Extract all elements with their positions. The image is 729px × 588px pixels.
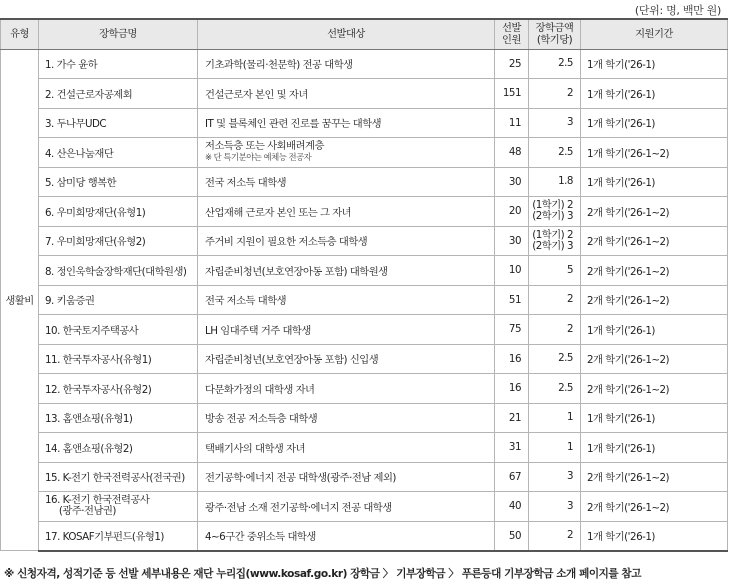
- recipient-count: 30: [495, 226, 529, 256]
- recipient-count: 151: [495, 79, 529, 109]
- footer-note: ※ 신청자격, 성적기준 등 선발 세부내용은 재단 누리집(www.kosaf.go.kr) 장학금 〉 기부장학금 〉 푸른등대 기부장학금 소개 페이지를 참고: [4, 568, 642, 580]
- scholarship-name: 9. 키움증권: [39, 285, 198, 315]
- recipient-count: 20: [495, 197, 529, 227]
- scholarship-name: 1. 가수 윤하: [39, 49, 198, 79]
- support-period: 1개 학기('26-1): [581, 315, 728, 345]
- support-period: 1개 학기('26-1): [581, 433, 728, 463]
- recipient-count: 10: [495, 256, 529, 286]
- scholarship-amount: 3: [529, 492, 581, 522]
- table-row: [1, 167, 728, 197]
- header-count-line2: 인원: [502, 34, 521, 47]
- support-period: 2개 학기('26-1~2): [581, 344, 728, 374]
- table-row: [1, 256, 728, 286]
- selection-target: 전기공학·에너지 전공 대학생(광주·전남 제외): [198, 462, 495, 492]
- recipient-count: 31: [495, 433, 529, 463]
- support-period: 2개 학기('26-1~2): [581, 374, 728, 404]
- scholarship-name: 11. 한국투자공사(유형1): [39, 344, 198, 374]
- scholarship-name: 5. 삼미당 행복한: [39, 167, 198, 197]
- table-row: [1, 315, 728, 345]
- selection-target-main: 저소득층 또는 사회배려계층: [205, 140, 324, 153]
- selection-target: 전국 저소득 대학생: [198, 167, 495, 197]
- selection-target: 다문화가정의 대학생 자녀: [198, 374, 495, 404]
- scholarship-name: 7. 우미희망재단(유형2): [39, 226, 198, 256]
- scholarship-name: 6. 우미희망재단(유형1): [39, 197, 198, 227]
- selection-target: 자립준비청년(보호연장아동 포함) 신입생: [198, 344, 495, 374]
- scholarship-amount: 2.5: [529, 344, 581, 374]
- scholarship-amount: 1: [529, 403, 581, 433]
- scholarship-amount: 2: [529, 79, 581, 109]
- scholarship-amount: 2.5: [529, 49, 581, 79]
- table-row: [1, 462, 728, 492]
- scholarship-amount: 2: [529, 285, 581, 315]
- header-name: 장학금명: [39, 19, 198, 49]
- selection-target: 전국 저소득 대학생: [198, 285, 495, 315]
- header-amount-line1: 장학금액: [535, 22, 574, 35]
- table-row: [1, 79, 728, 109]
- header-count: [495, 19, 529, 49]
- scholarship-name: 4. 산은나눔재단: [39, 138, 198, 168]
- header-amount: [529, 19, 581, 49]
- scholarship-name: 8. 정인욱학술장학재단(대학원생): [39, 256, 198, 286]
- selection-target: [198, 138, 495, 168]
- category-cell: 생활비: [1, 49, 39, 551]
- scholarship-amount: [529, 226, 581, 256]
- support-period: 1개 학기('26-1): [581, 49, 728, 79]
- scholarship-amount: 2.5: [529, 138, 581, 168]
- scholarship-amount: 3: [529, 462, 581, 492]
- scholarship-table: [0, 18, 728, 552]
- table-row: [1, 374, 728, 404]
- selection-target: 산업재해 근로자 본인 또는 그 자녀: [198, 197, 495, 227]
- header-type: 유형: [1, 19, 39, 49]
- recipient-count: 16: [495, 374, 529, 404]
- selection-target: 건설근로자 본인 및 자녀: [198, 79, 495, 109]
- table-row: [1, 285, 728, 315]
- table-row: [1, 403, 728, 433]
- selection-target: 4~6구간 중위소득 대학생: [198, 521, 495, 551]
- support-period: 1개 학기('26-1): [581, 167, 728, 197]
- support-period: 2개 학기('26-1~2): [581, 285, 728, 315]
- support-period: 1개 학기('26-1~2): [581, 138, 728, 168]
- scholarship-name: 3. 두나무UDC: [39, 108, 198, 138]
- support-period: 1개 학기('26-1): [581, 79, 728, 109]
- support-period: 2개 학기('26-1~2): [581, 462, 728, 492]
- table-row: [1, 433, 728, 463]
- scholarship-amount: 1: [529, 433, 581, 463]
- table-row: [1, 344, 728, 374]
- scholarship-amount: 3: [529, 108, 581, 138]
- recipient-count: 48: [495, 138, 529, 168]
- scholarship-amount: 5: [529, 256, 581, 286]
- scholarship-name: 2. 건설근로자공제회: [39, 79, 198, 109]
- table-header-row: [1, 19, 728, 49]
- table-row: [1, 521, 728, 551]
- recipient-count: 40: [495, 492, 529, 522]
- selection-target: 방송 전공 저소득층 대학생: [198, 403, 495, 433]
- amount-term1: (1학기) 2: [532, 228, 573, 241]
- scholarship-name-line2: (광주·전남권): [58, 505, 116, 518]
- scholarship-amount: [529, 197, 581, 227]
- scholarship-name: 15. K-전기 한국전력공사(전국권): [39, 462, 198, 492]
- scholarship-name: 10. 한국토지주택공사: [39, 315, 198, 345]
- scholarship-name: 14. 홈앤쇼핑(유형2): [39, 433, 198, 463]
- amount-term1: (1학기) 2: [532, 199, 573, 212]
- amount-term2: (2학기) 3: [532, 210, 573, 223]
- scholarship-name: [39, 492, 198, 522]
- table-row: [1, 138, 728, 168]
- recipient-count: 16: [495, 344, 529, 374]
- recipient-count: 75: [495, 315, 529, 345]
- scholarship-amount: 1.8: [529, 167, 581, 197]
- recipient-count: 21: [495, 403, 529, 433]
- selection-target: 택배기사의 대학생 자녀: [198, 433, 495, 463]
- support-period: 1개 학기('26-1): [581, 521, 728, 551]
- amount-term2: (2학기) 3: [532, 239, 573, 252]
- scholarship-amount: 2: [529, 315, 581, 345]
- selection-target: 자립준비청년(보호연장아동 포함) 대학원생: [198, 256, 495, 286]
- support-period: 2개 학기('26-1~2): [581, 256, 728, 286]
- scholarship-name: 12. 한국투자공사(유형2): [39, 374, 198, 404]
- recipient-count: 50: [495, 521, 529, 551]
- recipient-count: 30: [495, 167, 529, 197]
- recipient-count: 67: [495, 462, 529, 492]
- selection-target: LH 임대주택 거주 대학생: [198, 315, 495, 345]
- support-period: 2개 학기('26-1~2): [581, 492, 728, 522]
- selection-target: 기초과학(물리·천문학) 전공 대학생: [198, 49, 495, 79]
- recipient-count: 25: [495, 49, 529, 79]
- scholarship-name-line1: 16. K-전기 한국전력공사: [45, 494, 150, 507]
- header-target: 선발대상: [198, 19, 495, 49]
- selection-target: IT 및 블록체인 관련 진로를 꿈꾸는 대학생: [198, 108, 495, 138]
- scholarship-name: 13. 홈앤쇼핑(유형1): [39, 403, 198, 433]
- support-period: 2개 학기('26-1~2): [581, 226, 728, 256]
- scholarship-amount: 2.5: [529, 374, 581, 404]
- selection-target: 광주·전남 소재 전기공학·에너지 전공 대학생: [198, 492, 495, 522]
- selection-target-note: ※ 단 특기분야는 예체능 전공자: [205, 152, 312, 163]
- unit-note: (단위: 명, 백만 원): [634, 4, 721, 17]
- scholarship-name: 17. KOSAF기부펀드(유형1): [39, 521, 198, 551]
- table-row: [1, 492, 728, 522]
- selection-target: 주거비 지원이 필요한 저소득층 대학생: [198, 226, 495, 256]
- recipient-count: 51: [495, 285, 529, 315]
- header-amount-line2: (학기당): [536, 34, 573, 47]
- table-row: [1, 226, 728, 256]
- support-period: 2개 학기('26-1~2): [581, 197, 728, 227]
- table-row: [1, 108, 728, 138]
- support-period: 1개 학기('26-1): [581, 108, 728, 138]
- support-period: 1개 학기('26-1): [581, 403, 728, 433]
- table-row: [1, 49, 728, 79]
- table-row: [1, 197, 728, 227]
- header-count-line1: 선발: [502, 22, 521, 35]
- header-period: 지원기간: [581, 19, 728, 49]
- recipient-count: 11: [495, 108, 529, 138]
- scholarship-amount: 2: [529, 521, 581, 551]
